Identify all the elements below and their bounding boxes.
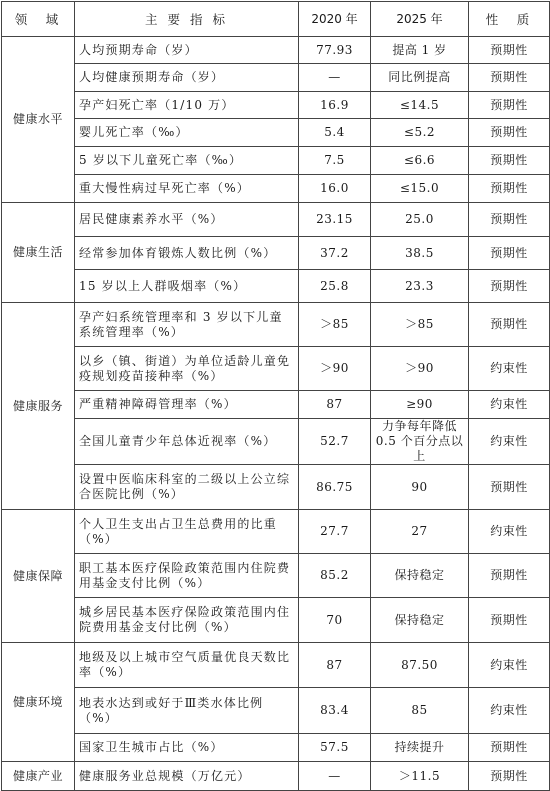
table-row (2, 688, 550, 734)
value-2025-cell: 力争每年降低 0.5 个百分点以上 (371, 419, 469, 465)
value-2025-cell: 85 (371, 688, 469, 734)
indicator-name-cell: 15 岁以上人群吸烟率（%） (75, 270, 299, 303)
value-2020-cell: 57.5 (299, 734, 371, 762)
table-row (2, 510, 550, 554)
value-2025-cell: 25.0 (371, 203, 469, 237)
nature-cell: 约束性 (469, 391, 550, 419)
value-2020-cell: 87 (299, 391, 371, 419)
domain-cell: 健康产业 (2, 762, 75, 791)
table-row (2, 419, 550, 465)
value-2020-cell: — (299, 762, 371, 791)
value-2020-cell: ＞90 (299, 347, 371, 391)
nature-cell: 约束性 (469, 347, 550, 391)
indicator-name-cell: 婴儿死亡率（‰） (75, 119, 299, 147)
header-domain: 领 域 (2, 2, 75, 37)
nature-cell: 约束性 (469, 643, 550, 688)
value-2020-cell: 16.0 (299, 175, 371, 203)
nature-cell: 约束性 (469, 419, 550, 465)
value-2020-cell: 77.93 (299, 37, 371, 64)
nature-cell: 预期性 (469, 270, 550, 303)
nature-cell: 预期性 (469, 37, 550, 64)
value-2020-cell: 87 (299, 643, 371, 688)
value-2020-cell: ＞85 (299, 303, 371, 347)
table-row (2, 119, 550, 147)
nature-cell: 预期性 (469, 175, 550, 203)
value-2025-cell: 90 (371, 465, 469, 510)
nature-cell: 预期性 (469, 64, 550, 92)
indicator-name-cell: 孕产妇系统管理率和 3 岁以下儿童系统管理率（%） (75, 303, 299, 347)
nature-cell: 约束性 (469, 688, 550, 734)
nature-cell: 预期性 (469, 147, 550, 175)
table-row (2, 37, 550, 64)
value-2025-cell: 23.3 (371, 270, 469, 303)
indicator-name-cell: 健康服务业总规模（万亿元） (75, 762, 299, 791)
table-row (2, 92, 550, 119)
indicator-name-cell: 重大慢性病过早死亡率（%） (75, 175, 299, 203)
indicator-name-cell: 地级及以上城市空气质量优良天数比率（%） (75, 643, 299, 688)
domain-cell: 健康水平 (2, 37, 75, 203)
indicator-name-cell: 5 岁以下儿童死亡率（‰） (75, 147, 299, 175)
table-row (2, 391, 550, 419)
value-2025-cell: 27 (371, 510, 469, 554)
nature-cell: 预期性 (469, 303, 550, 347)
value-2020-cell: 85.2 (299, 554, 371, 598)
value-2020-cell: 23.15 (299, 203, 371, 237)
health-indicators-table (1, 1, 550, 791)
value-2020-cell: 83.4 (299, 688, 371, 734)
nature-cell: 预期性 (469, 465, 550, 510)
nature-cell: 预期性 (469, 734, 550, 762)
indicator-name-cell: 人均预期寿命（岁） (75, 37, 299, 64)
nature-cell: 预期性 (469, 119, 550, 147)
table-body (2, 37, 550, 791)
value-2025-cell: 同比例提高 (371, 64, 469, 92)
value-2020-cell: 27.7 (299, 510, 371, 554)
domain-cell: 健康生活 (2, 203, 75, 303)
domain-cell: 健康服务 (2, 303, 75, 510)
indicator-name-cell: 居民健康素养水平（%） (75, 203, 299, 237)
value-2025-cell: ≤6.6 (371, 147, 469, 175)
value-2020-cell: 52.7 (299, 419, 371, 465)
table-row (2, 465, 550, 510)
header-2020: 2020 年 (299, 2, 371, 37)
indicator-name-cell: 人均健康预期寿命（岁） (75, 64, 299, 92)
value-2020-cell: 16.9 (299, 92, 371, 119)
value-2025-cell: ≤15.0 (371, 175, 469, 203)
table-row (2, 147, 550, 175)
indicator-name-cell: 国家卫生城市占比（%） (75, 734, 299, 762)
value-2025-cell: 提高 1 岁 (371, 37, 469, 64)
table-row (2, 598, 550, 643)
indicator-name-cell: 职工基本医疗保险政策范围内住院费用基金支付比例（%） (75, 554, 299, 598)
table-row (2, 64, 550, 92)
table-row (2, 734, 550, 762)
nature-cell: 预期性 (469, 237, 550, 270)
table-row (2, 347, 550, 391)
value-2020-cell: 37.2 (299, 237, 371, 270)
header-row (2, 2, 550, 37)
table-row (2, 303, 550, 347)
value-2025-cell: ≤14.5 (371, 92, 469, 119)
value-2025-cell: 38.5 (371, 237, 469, 270)
table-row (2, 237, 550, 270)
indicator-name-cell: 以乡（镇、街道）为单位适龄儿童免疫规划疫苗接种率（%） (75, 347, 299, 391)
header-2025: 2025 年 (371, 2, 469, 37)
table-row (2, 643, 550, 688)
value-2020-cell: — (299, 64, 371, 92)
value-2025-cell: ≥90 (371, 391, 469, 419)
value-2025-cell: 保持稳定 (371, 598, 469, 643)
table-row (2, 762, 550, 791)
table-row (2, 270, 550, 303)
indicator-name-cell: 设置中医临床科室的二级以上公立综合医院比例（%） (75, 465, 299, 510)
indicator-name-cell: 个人卫生支出占卫生总费用的比重（%） (75, 510, 299, 554)
indicator-name-cell: 孕产妇死亡率（1/10 万） (75, 92, 299, 119)
header-nature: 性 质 (469, 2, 550, 37)
value-2025-cell: ＞85 (371, 303, 469, 347)
table-row (2, 175, 550, 203)
value-2025-cell: ≤5.2 (371, 119, 469, 147)
nature-cell: 预期性 (469, 598, 550, 643)
table-row (2, 203, 550, 237)
value-2025-cell: 保持稳定 (371, 554, 469, 598)
domain-cell: 健康环境 (2, 643, 75, 762)
nature-cell: 预期性 (469, 554, 550, 598)
domain-cell: 健康保障 (2, 510, 75, 643)
indicator-name-cell: 城乡居民基本医疗保险政策范围内住院费用基金支付比例（%） (75, 598, 299, 643)
indicator-name-cell: 地表水达到或好于Ⅲ类水体比例（%） (75, 688, 299, 734)
value-2020-cell: 86.75 (299, 465, 371, 510)
value-2020-cell: 25.8 (299, 270, 371, 303)
nature-cell: 预期性 (469, 92, 550, 119)
value-2020-cell: 5.4 (299, 119, 371, 147)
value-2025-cell: ＞90 (371, 347, 469, 391)
indicator-name-cell: 经常参加体育锻炼人数比例（%） (75, 237, 299, 270)
header-indicator: 主 要 指 标 (75, 2, 299, 37)
value-2025-cell: 持续提升 (371, 734, 469, 762)
value-2020-cell: 7.5 (299, 147, 371, 175)
indicator-name-cell: 严重精神障碍管理率（%） (75, 391, 299, 419)
indicator-name-cell: 全国儿童青少年总体近视率（%） (75, 419, 299, 465)
nature-cell: 约束性 (469, 510, 550, 554)
table-row (2, 554, 550, 598)
value-2025-cell: ＞11.5 (371, 762, 469, 791)
nature-cell: 预期性 (469, 762, 550, 791)
value-2020-cell: 70 (299, 598, 371, 643)
value-2025-cell: 87.50 (371, 643, 469, 688)
nature-cell: 预期性 (469, 203, 550, 237)
